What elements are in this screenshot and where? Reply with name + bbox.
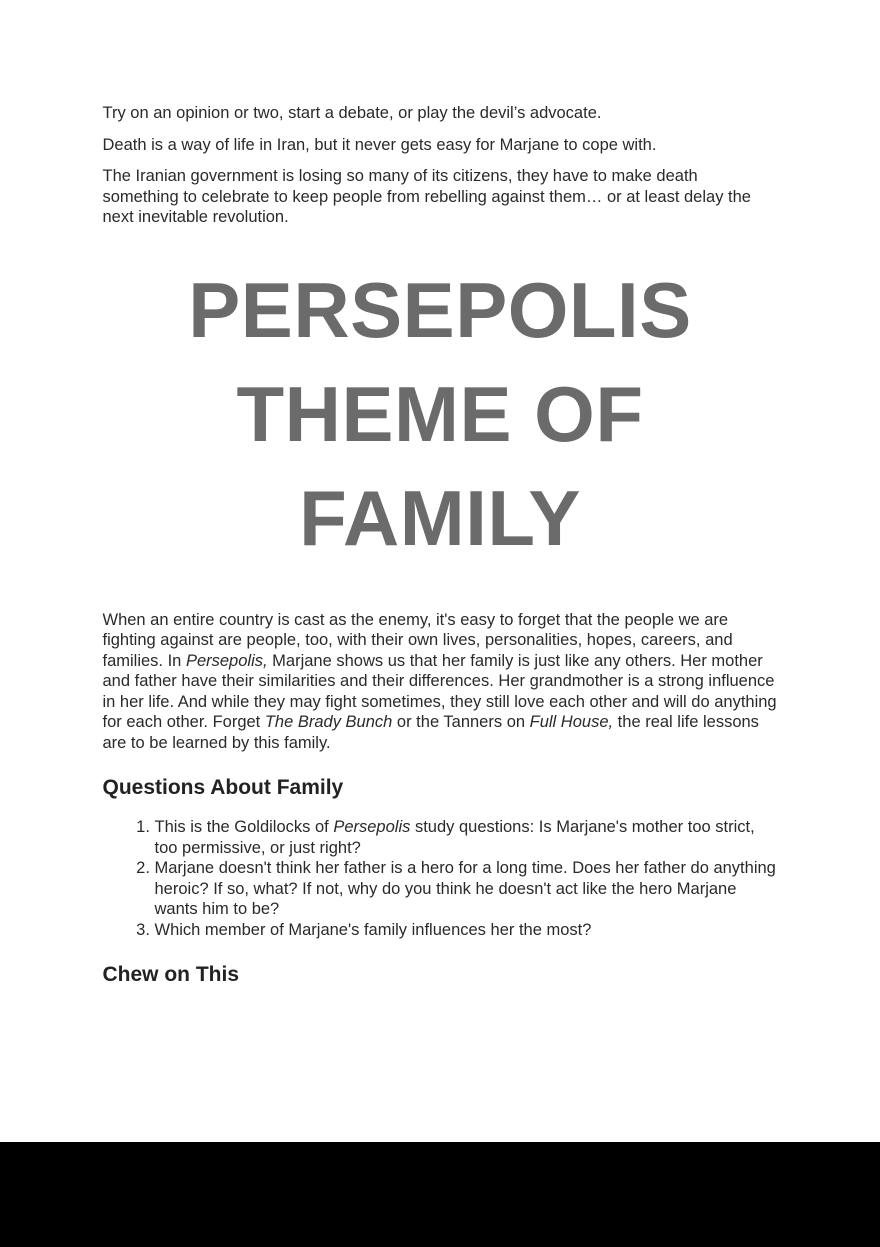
intro-paragraph-1: Try on an opinion or two, start a debate, or play the devil’s advocate. [102, 104, 602, 122]
footer-bar [0, 1142, 880, 1247]
intro-paragraph-2: Death is a way of life in Iran, but it never gets easy for Marjane to cope with. [102, 135, 657, 154]
questions-heading: Questions About Family [102, 776, 344, 799]
intro-paragraph-3: The Iranian government is losing so many of its citizens, they have to make death something to celebrate to keep people from rebelling against them… or at least delay the next inevitable revolution. [102, 167, 751, 226]
page-title-line-1: PERSEPOLIS [188, 265, 692, 354]
question-item-1: 1. This is the Goldilocks of Persepolis study questions: Is Marjane's mother too strict, too permissive, or just right? [155, 817, 778, 858]
question-list [103, 817, 778, 940]
page-title-line-2: THEME OF [236, 369, 644, 458]
content-column [103, 0, 778, 988]
question-item-3: 3. Which member of Marjane's family influences her the most? [155, 920, 778, 941]
question-item-2: 2. Marjane doesn't think her father is a hero for a long time. Does her father do anything heroic? If so, what? If not, why do you think he doesn't act like the hero Marjane wants him to be? [155, 858, 778, 920]
page-title-line-3: FAMILY [299, 473, 581, 562]
page-title [103, 258, 778, 570]
overview-paragraph: When an entire country is cast as the enemy, it's easy to forget that the people we are fighting against are people, too, with their own lives, personalities, hopes, careers, and families. In Persepolis, Marjane shows us that her family is just like any others. Her mother and father have their similarities and their differences. Her grandmother is a strong influence in her life. And while they may fight sometimes, they still love each other and will do anything for each other. Forget The Brady Bunch or the Tanners on Full House, the real life lessons are to be learned by this family. [102, 610, 777, 752]
chew-on-this-heading: Chew on This [102, 963, 239, 986]
